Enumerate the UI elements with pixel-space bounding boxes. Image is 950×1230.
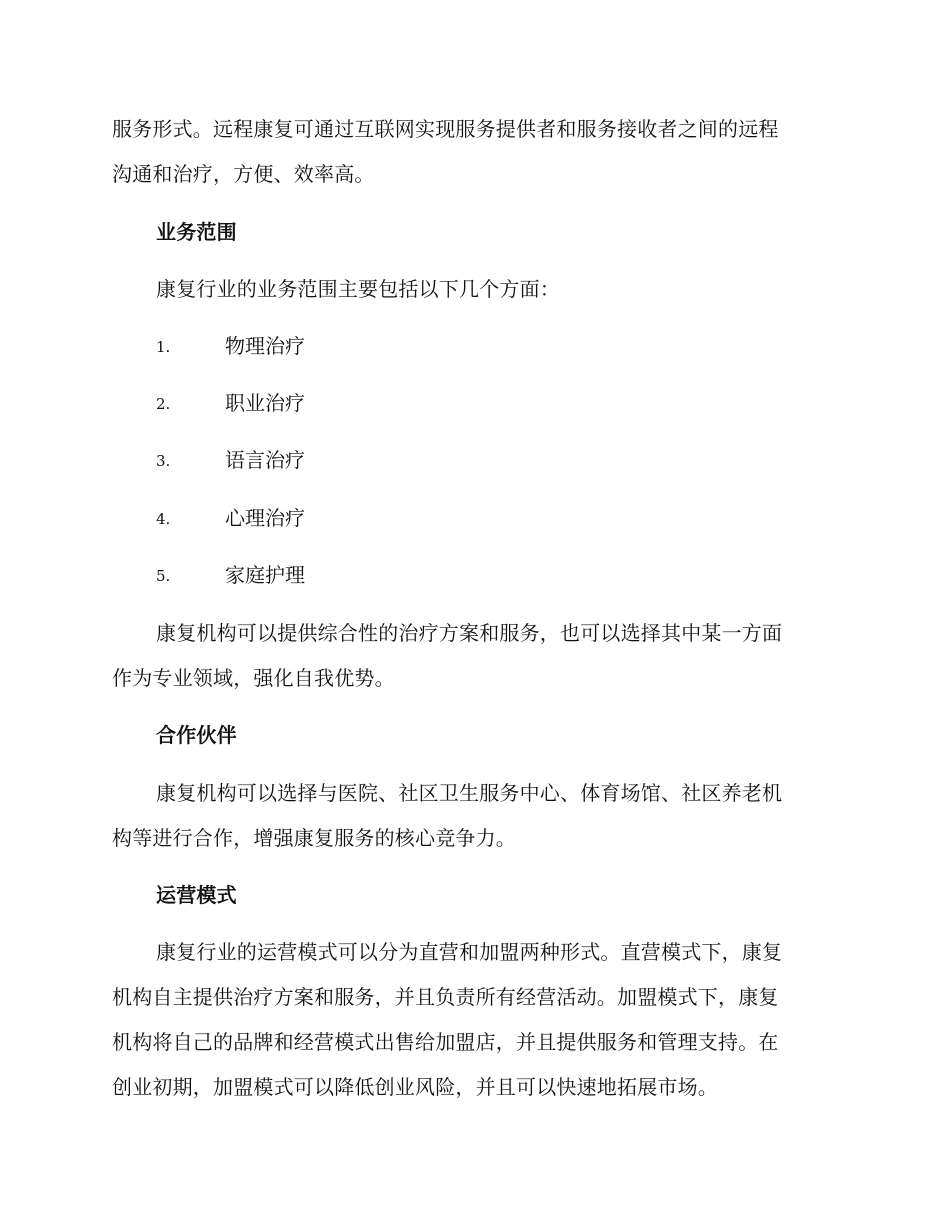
list-item-text: 家庭护理 xyxy=(225,563,305,587)
business-scope-summary-line-2: 作为专业领域，强化自我优势。 xyxy=(112,666,395,690)
list-item-text: 职业治疗 xyxy=(225,391,305,415)
intro-line-1: 服务形式。远程康复可通过互联网实现服务提供者和服务接收者之间的远程 xyxy=(112,117,779,141)
section-heading-partners: 合作伙伴 xyxy=(156,723,237,747)
intro-line-2: 沟通和治疗，方便、效率高。 xyxy=(112,162,375,186)
operation-line-1: 康复行业的运营模式可以分为直营和加盟两种形式。直营模式下，康复 xyxy=(156,940,783,964)
list-item-text: 物理治疗 xyxy=(225,334,305,358)
business-scope-intro: 康复行业的业务范围主要包括以下几个方面： xyxy=(156,277,560,301)
operation-line-4: 创业初期，加盟模式可以降低创业风险，并且可以快速地拓展市场。 xyxy=(112,1075,718,1099)
operation-line-3: 机构将自己的品牌和经营模式出售给加盟店，并且提供服务和管理支持。在 xyxy=(112,1030,779,1054)
partners-line-2: 构等进行合作，增强康复服务的核心竞争力。 xyxy=(112,826,516,850)
list-item-number: 5. xyxy=(156,567,171,585)
list-item-number: 4. xyxy=(156,510,171,528)
list-item-number: 2. xyxy=(156,395,171,413)
list-item-number: 1. xyxy=(156,338,171,356)
list-item-text: 语言治疗 xyxy=(225,448,305,472)
section-heading-business-scope: 业务范围 xyxy=(156,220,237,244)
partners-line-1: 康复机构可以选择与医院、社区卫生服务中心、体育场馆、社区养老机 xyxy=(156,781,783,805)
business-scope-summary-line-1: 康复机构可以提供综合性的治疗方案和服务，也可以选择其中某一方面 xyxy=(156,621,783,645)
section-heading-operation: 运营模式 xyxy=(156,883,237,907)
list-item-number: 3. xyxy=(156,452,171,470)
operation-line-2: 机构自主提供治疗方案和服务，并且负责所有经营活动。加盟模式下，康复 xyxy=(112,985,779,1009)
list-item-text: 心理治疗 xyxy=(225,506,305,530)
